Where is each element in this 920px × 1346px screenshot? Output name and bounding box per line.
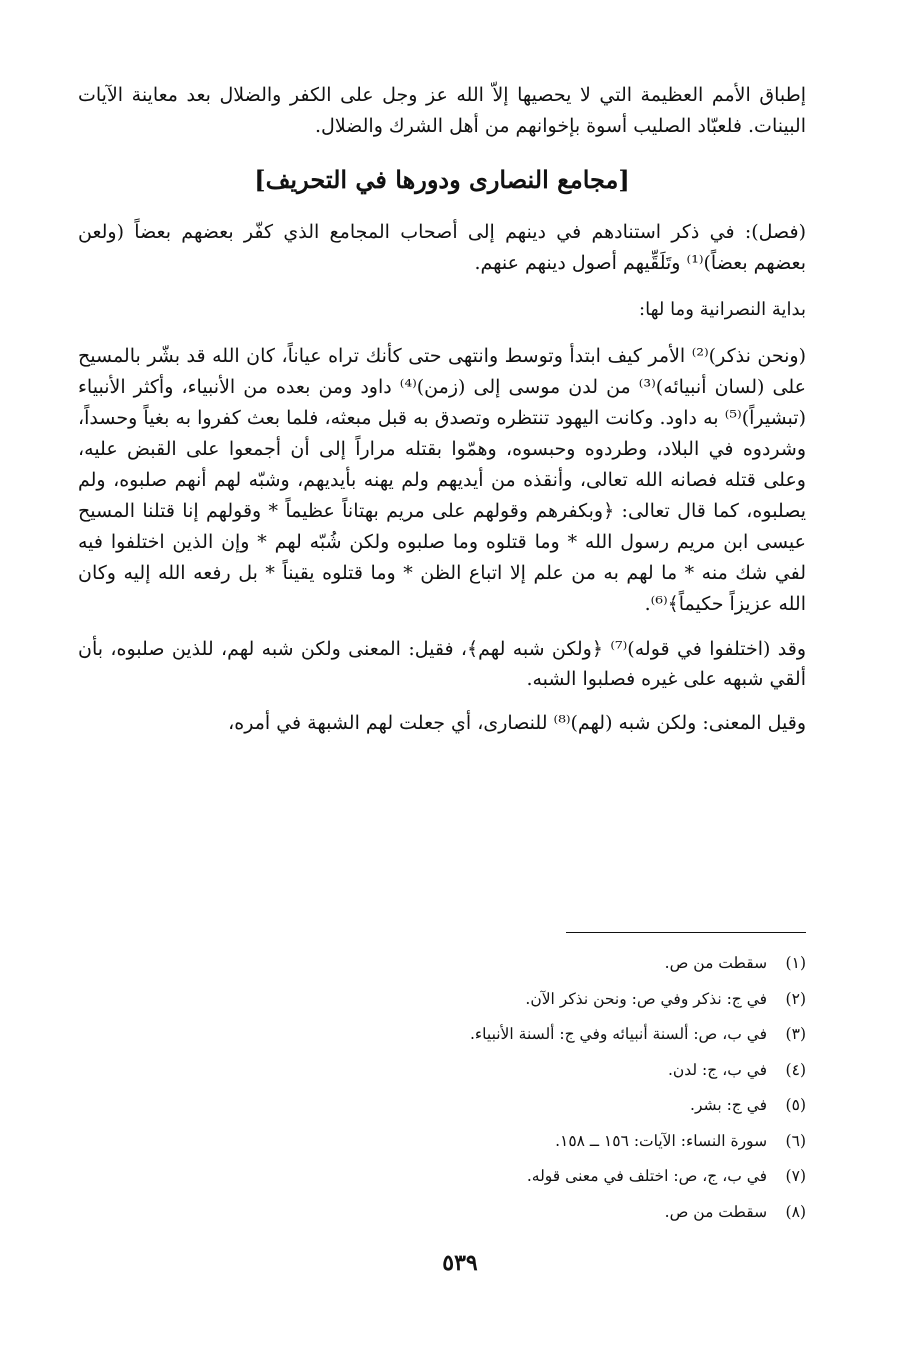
last-paragraph: وقيل المعنى: ولكن شبه (لهم)⁽⁸⁾ للنصارى، أي جعلت لهم الشبهة في أمره، [228, 711, 806, 734]
footnote-divider [566, 932, 806, 933]
page-body [78, 80, 807, 1221]
main-paragraph: (ونحن نذكر)⁽²⁾ الأمر كيف ابتدأ وتوسط وانتهى حتى كأنك تراه عياناً، كان الله قد بشّر بالمسيح على (لسان أنبيائه)⁽³⁾ من لدن موسى إلى (زمن)⁽⁴⁾ داود ومن بعده من الأنبياء، وأكثر الأنبياء (تبشيراً)⁽⁵⁾ به داود. وكانت اليهود تنتظره وتصدق به قبل مبعثه، فلما بعث كفروا به بغياً وحسداً، وشردوه في البلاد، وطردوه وحبسوه، وهمّوا بقتله مراراً إلى أن أجمعوا على القبض عليه، وعلى قتله فصانه الله تعالى، وأنقذه من أيديهم ولم يهنه بأيديهم، وشبّه لهم أنهم صلبوه، ولم يصلبوه، كما قال تعالى: ﴿وبكفرهم وقولهم على مريم بهتاناً عظيماً * وقولهم إنا قتلنا المسيح عيسى ابن مريم رسول الله * وما قتلوه وما صلبوه ولكن شُبّه لهم * وإن الذين اختلفوا فيه لفي شك منه * ما لهم به من علم إلا اتباع الظن * وما قتلوه يقيناً * بل رفعه الله إليه وكان الله عزيزاً حكيماً﴾⁽⁶⁾. [78, 344, 807, 615]
waqad-paragraph: وقد (اختلفوا في قوله)⁽⁷⁾ ﴿ولكن شبه لهم﴾، فقيل: المعنى ولكن شبه لهم، للذين صلبوه، بأن ألقي شبهه على غيره فصلبوا الشبه. [78, 637, 807, 690]
footnote [78, 1195, 806, 1231]
fasl-paragraph: (فصل): في ذكر استنادهم في دينهم إلى أصحاب المجامع الذي كفّر بعضهم بعضاً (ولعن بعضهم بعضاً)⁽¹⁾ وتَلَقِّيهم أصول دينهم عنهم. [78, 221, 806, 274]
footnote-number: (٤) [785, 1060, 806, 1079]
subheading-bidaya: بداية النصرانية وما لها: [639, 299, 806, 320]
footnote-text: سورة النساء: الآيات: ١٥٦ ــ ١٥٨. [555, 1131, 768, 1150]
footnote-number: (٦) [785, 1131, 806, 1150]
footnote-number: (٨) [785, 1202, 806, 1221]
footnote-text: في ج: بشر. [690, 1096, 768, 1114]
footnote [78, 982, 806, 1018]
footnote-number: (٧) [785, 1167, 806, 1185]
footnote-number: (٣) [785, 1025, 806, 1043]
footnote [78, 1124, 806, 1160]
footnote-text: في ب، ج، ص: اختلف في معنى قوله. [526, 1167, 768, 1185]
footnote-number: (٢) [785, 989, 806, 1008]
page-number: ٥٣٩ [442, 1250, 478, 1276]
intro-paragraph: إطباق الأمم العظيمة التي لا يحصيها إلاّ الله عز وجل على الكفر والضلال بعد معاينة الآيات البينات. فلعبّاد الصليب أسوة بإخوانهم من أهل الشرك والضلال. [78, 84, 806, 137]
footnote-number: (١) [785, 954, 806, 972]
footnote [78, 1159, 806, 1195]
footnote [78, 946, 806, 982]
footnote-text: سقطت من ص. [664, 1202, 768, 1221]
footnote [78, 1053, 806, 1089]
footnote-text: في ج: نذكر وفي ص: ونحن نذكر الآن. [525, 989, 768, 1008]
footnote-text: سقطت من ص. [664, 954, 768, 972]
footnote-text: في ب، ج: لدن. [667, 1060, 768, 1079]
footnote [78, 1088, 806, 1124]
footnote [78, 1017, 806, 1053]
section-heading: [مجامع النصارى ودورها في التحريف] [254, 165, 630, 194]
footnotes-list [78, 946, 806, 1230]
footnote-number: (٥) [785, 1096, 806, 1114]
footnote-text: في ب، ص: ألسنة أنبيائه وفي ج: ألسنة الأنبياء. [469, 1025, 768, 1043]
